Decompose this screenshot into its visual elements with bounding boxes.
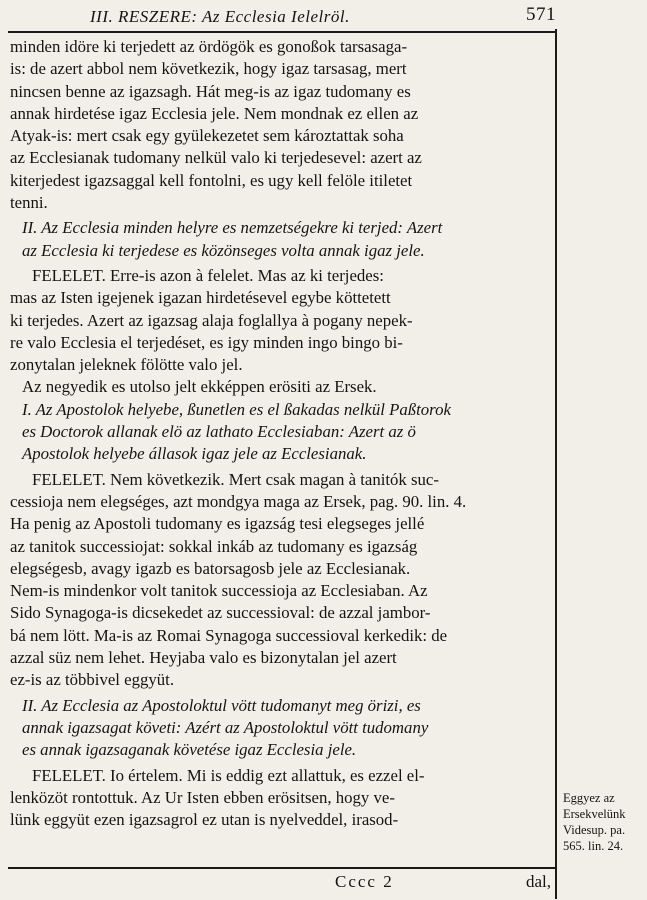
text-line: az tanitok successiojat: sokkal inkáb az tudomany es igazság <box>10 536 418 556</box>
answer-paragraph <box>10 265 552 376</box>
footer-rule <box>8 867 555 869</box>
page-number: 571 <box>526 4 556 25</box>
margin-rule <box>555 29 557 899</box>
running-header <box>10 4 555 30</box>
answer-paragraph <box>10 469 552 692</box>
text-line: lünk eggyüt ezen igazsagrol ez utan is nyelveddel, irasod- <box>10 810 399 830</box>
text-line: elegségesb, avagy igazb es batorsagosb jele az Ecclesianak. <box>10 558 411 578</box>
marginal-line: 565. lin. 24. <box>563 839 624 853</box>
text-line: kiterjedest igazsaggal kell fontolni, es ugy kell felöle itiletet <box>10 170 413 190</box>
text-line: bá nem lött. Ma-is az Romai Synagoga successioval kerkedik: de <box>10 625 448 645</box>
paragraph <box>10 376 552 398</box>
text-line: lenközöt rontottuk. Az Ur Isten ebben erösitsen, hogy ve- <box>10 787 395 807</box>
text-line: Sido Synagoga-is dicsekedet az successioval: de azzal jambor- <box>10 603 431 623</box>
text-line: tenni. <box>10 193 48 213</box>
text-line: ez-is az többivel eggyüt. <box>10 670 175 690</box>
text-line: es annak igazsaganak követése igaz Ecclesia jele. <box>22 740 357 760</box>
text-line: I. Az Apostolok helyebe, ßunetlen es el ßakadas nelkül Paßtorok <box>22 399 451 419</box>
main-text-column <box>10 36 552 831</box>
text-line: FELELET. Erre-is azon à felelet. Mas az ki terjedes: <box>32 265 384 285</box>
marginal-line: Eggyez az <box>563 791 615 805</box>
signature-mark: Cccc 2 <box>335 872 394 891</box>
text-line: is: de azert abbol nem következik, hogy igaz tarsasag, mert <box>10 59 407 79</box>
text-line: re valo Ecclesia el terjedéset, es igy minden ingo bingo bi- <box>10 332 403 352</box>
text-line: zonytalan jeleknek fölötte valo jel. <box>10 355 243 375</box>
marginal-line: Ersekvelünk <box>563 807 626 821</box>
text-line: Az negyedik es utolso jelt ekképpen erösiti az Ersek. <box>22 377 377 397</box>
text-line: cessioja nem elegséges, azt mondgya maga az Ersek, pag. 90. lin. 4. <box>10 491 467 511</box>
text-line: annak hirdetése igaz Ecclesia jele. Nem mondnak ez ellen az <box>10 103 419 123</box>
text-line: az Ecclesianak tudomany nelkül valo ki terjedesevel: azert az <box>10 148 422 168</box>
text-line: Nem-is mindenkor volt tanitok successioja az Ecclesiaban. Az <box>10 581 428 601</box>
paragraph <box>10 36 552 214</box>
text-line: FELELET. Io értelem. Mi is eddig ezt allattuk, es ezzel el- <box>32 765 425 785</box>
text-line: II. Az Ecclesia az Apostoloktul vött tudomanyt meg örizi, es <box>22 695 421 715</box>
text-line: mas az Isten igejenek igazan hirdetésevel egybe köttetett <box>10 288 391 308</box>
running-title: III. RESZERE: Az Ecclesia Ielelröl. <box>90 7 350 26</box>
page-footer <box>10 872 555 896</box>
text-line: nincsen benne az igazsagh. Hát meg-is az igaz tudomany es <box>10 81 411 101</box>
objection-paragraph <box>10 217 552 262</box>
text-line: es Doctorok allanak elö az lathato Ecclesiaban: Azert az ö <box>22 422 416 442</box>
marginal-line: Videsup. pa. <box>563 823 626 837</box>
text-line: Ha penig az Apostoli tudomany es igazság tesi elegseges jellé <box>10 514 425 534</box>
objection-paragraph <box>10 695 552 762</box>
text-line: Apostolok helyebe állasok igaz jele az Ecclesianak. <box>22 444 367 464</box>
marginal-note <box>563 790 645 854</box>
text-line: ki terjedes. Azert az igazsag alaja foglallya à pogany nepek- <box>10 310 413 330</box>
answer-paragraph <box>10 765 552 832</box>
header-rule <box>8 31 555 33</box>
text-line: Atyak-is: mert csak egy gyülekezetet sem károztattak soha <box>10 126 404 146</box>
text-line: II. Az Ecclesia minden helyre es nemzetségekre ki terjed: Azert <box>22 218 443 238</box>
text-line: azzal süz nem lehet. Heyjaba valo es bizonytalan jel azert <box>10 648 397 668</box>
text-line: annak igazsagat követi: Azért az Apostoloktul vött tudomany <box>22 717 429 737</box>
text-line: minden idöre ki terjedett az ördögök es gonoßok tarsasaga- <box>10 37 408 56</box>
text-line: FELELET. Nem következik. Mert csak magan à tanitók suc- <box>32 469 439 489</box>
catchword: dal, <box>525 872 551 891</box>
text-line: az Ecclesia ki terjedese es közönseges volta annak igaz jele. <box>22 240 425 260</box>
objection-paragraph <box>10 399 552 466</box>
